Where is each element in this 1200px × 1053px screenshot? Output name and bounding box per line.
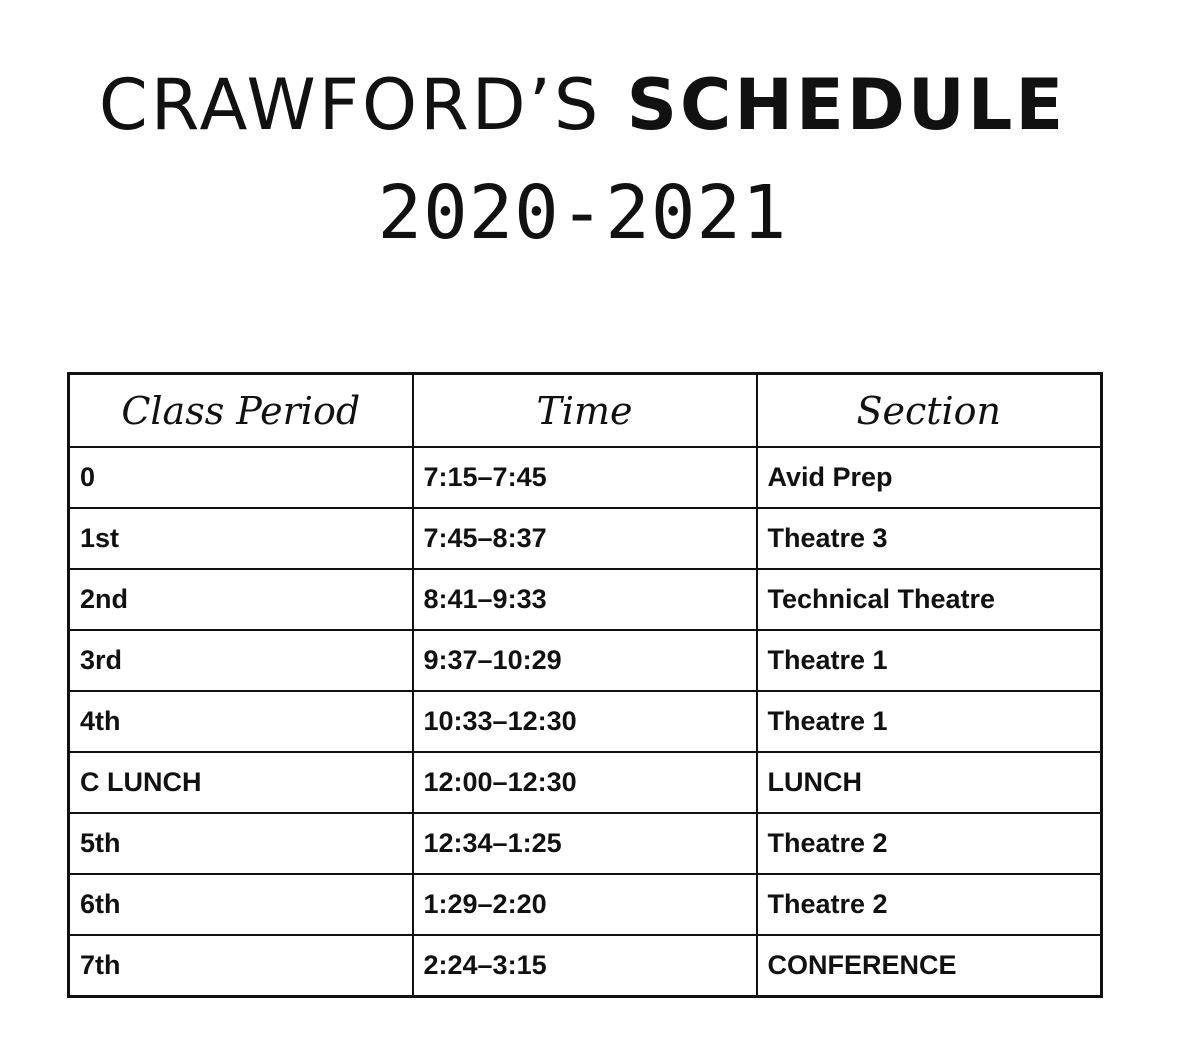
table-row (69, 569, 1102, 630)
title-name: CRAWFORD’S (98, 64, 627, 146)
time-cell: 12:34–1:25 (413, 813, 757, 874)
table-row (69, 874, 1102, 935)
period-cell: C LUNCH (69, 752, 413, 813)
table-row (69, 813, 1102, 874)
title-schedule-word: SCHEDULE (626, 64, 1067, 146)
period-cell: 0 (69, 447, 413, 508)
table-row (69, 691, 1102, 752)
period-cell: 7th (69, 935, 413, 997)
header-section: Section (757, 374, 1102, 448)
period-cell: 1st (69, 508, 413, 569)
period-cell: 2nd (69, 569, 413, 630)
section-cell: Theatre 3 (757, 508, 1102, 569)
time-cell: 2:24–3:15 (413, 935, 757, 997)
section-cell: Theatre 2 (757, 874, 1102, 935)
time-cell: 1:29–2:20 (413, 874, 757, 935)
period-cell: 5th (69, 813, 413, 874)
school-year: 2020-2021 (377, 170, 788, 256)
table-row (69, 935, 1102, 997)
section-cell: CONFERENCE (757, 935, 1102, 997)
time-cell: 8:41–9:33 (413, 569, 757, 630)
section-cell: Avid Prep (757, 447, 1102, 508)
schedule-table (67, 372, 1103, 998)
time-cell: 7:15–7:45 (413, 447, 757, 508)
time-cell: 12:00–12:30 (413, 752, 757, 813)
section-cell: LUNCH (757, 752, 1102, 813)
period-cell: 3rd (69, 630, 413, 691)
time-cell: 9:37–10:29 (413, 630, 757, 691)
table-row (69, 630, 1102, 691)
header-class-period: Class Period (69, 374, 413, 448)
period-cell: 4th (69, 691, 413, 752)
table-row (69, 752, 1102, 813)
table-row (69, 447, 1102, 508)
section-cell: Theatre 2 (757, 813, 1102, 874)
section-cell: Theatre 1 (757, 630, 1102, 691)
page-title (0, 62, 1165, 148)
header-time: Time (413, 374, 757, 448)
time-cell: 10:33–12:30 (413, 691, 757, 752)
table-row (69, 508, 1102, 569)
period-cell: 6th (69, 874, 413, 935)
time-cell: 7:45–8:37 (413, 508, 757, 569)
section-cell: Theatre 1 (757, 691, 1102, 752)
section-cell: Technical Theatre (757, 569, 1102, 630)
header-row (69, 374, 1102, 448)
